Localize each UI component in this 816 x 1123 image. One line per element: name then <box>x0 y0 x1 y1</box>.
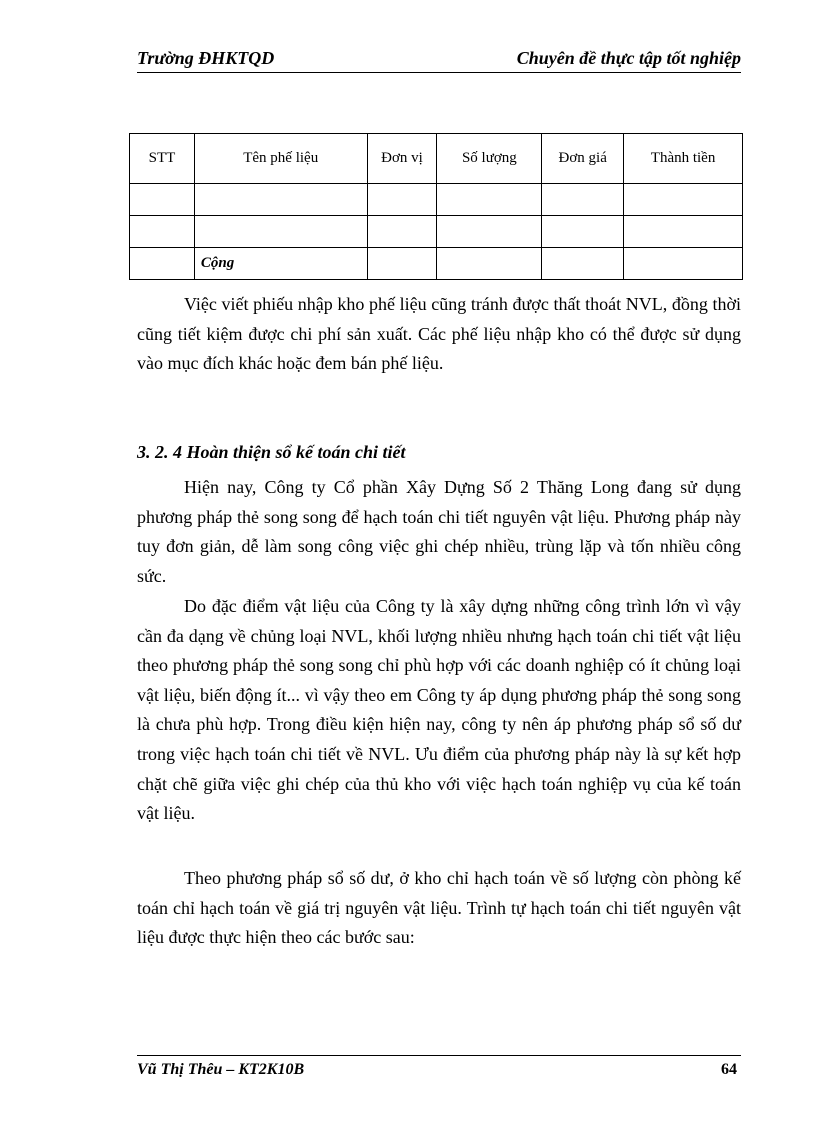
table-cell <box>437 248 542 280</box>
paragraph-material-characteristics: Do đặc điểm vật liệu của Công ty là xây dựng những công trình lớn vì vậy cần đa dạng về chủng loại NVL, khối lượng nhiều nhưng hạch toán chi tiết vật liệu theo phương pháp thẻ song song chỉ phù hợp với các doanh nghiệp có ít chủng loại vật liệu, biến động ít... vì vậy theo em Công ty áp dụng phương pháp thẻ song song là chưa phù hợp. Trong điều kiện hiện nay, công ty nên áp phương pháp sổ số dư trong việc hạch toán chi tiết về NVL. Ưu điểm của phương pháp này là sự kết hợp chặt chẽ giữa việc ghi chép của thủ kho với việc hạch toán nghiệp vụ của kế toán vật liệu. <box>137 596 741 824</box>
col-header-stt: STT <box>130 134 195 184</box>
table-cell <box>624 184 743 216</box>
table-cell <box>542 248 624 280</box>
col-header-unit: Đơn vị <box>367 134 437 184</box>
table-cell <box>130 216 195 248</box>
col-header-amount: Thành tiền <box>624 134 743 184</box>
table-cell <box>130 248 195 280</box>
scrap-material-table <box>129 133 743 280</box>
table-cell <box>367 184 437 216</box>
table-cell <box>367 248 437 280</box>
table-cell <box>194 184 367 216</box>
col-header-scrap-name: Tên phế liệu <box>194 134 367 184</box>
section-heading: 3. 2. 4 Hoàn thiện sổ kế toán chi tiết <box>137 442 406 462</box>
col-header-quantity: Số lượng <box>437 134 542 184</box>
footer-author: Vũ Thị Thêu – KT2K10B <box>137 1061 305 1078</box>
paragraph-current-method: Hiện nay, Công ty Cổ phần Xây Dựng Số 2 Thăng Long đang sử dụng phương pháp thẻ song song để hạch toán chi tiết nguyên vật liệu. Phương pháp này tuy đơn giản, dễ làm song công việc ghi chép nhiều, trùng lặp và tốn nhiều công sức. <box>137 477 741 586</box>
table-cell <box>624 248 743 280</box>
table-row <box>130 216 743 248</box>
table-cell <box>624 216 743 248</box>
table-cell <box>130 184 195 216</box>
table-row <box>130 184 743 216</box>
paragraph-balance-method: Theo phương pháp sổ số dư, ở kho chỉ hạch toán về số lượng còn phòng kế toán chỉ hạch toán về giá trị nguyên vật liệu. Trình tự hạch toán chi tiết nguyên vật liệu được thực hiện theo các bước sau: <box>137 868 741 948</box>
paragraph-scrap-receipt: Việc viết phiếu nhập kho phế liệu cũng tránh được thất thoát NVL, đồng thời cũng tiết kiệm được chi phí sản xuất. Các phế liệu nhập kho có thể được sử dụng vào mục đích khác hoặc đem bán phế liệu. <box>137 294 741 374</box>
table-cell <box>542 184 624 216</box>
table-header-row <box>130 134 743 184</box>
table-cell <box>437 216 542 248</box>
header-school: Trường ĐHKTQD <box>137 48 275 68</box>
table-cell <box>194 216 367 248</box>
table-cell <box>437 184 542 216</box>
total-label: Cộng <box>194 248 367 280</box>
table-total-row <box>130 248 743 280</box>
page-header <box>137 46 741 73</box>
col-header-unit-price: Đơn giá <box>542 134 624 184</box>
header-report-title: Chuyên đề thực tập tốt nghiệp <box>516 48 741 68</box>
table-cell <box>367 216 437 248</box>
page-number: 64 <box>721 1061 737 1078</box>
table-cell <box>542 216 624 248</box>
page-footer <box>137 1055 741 1080</box>
